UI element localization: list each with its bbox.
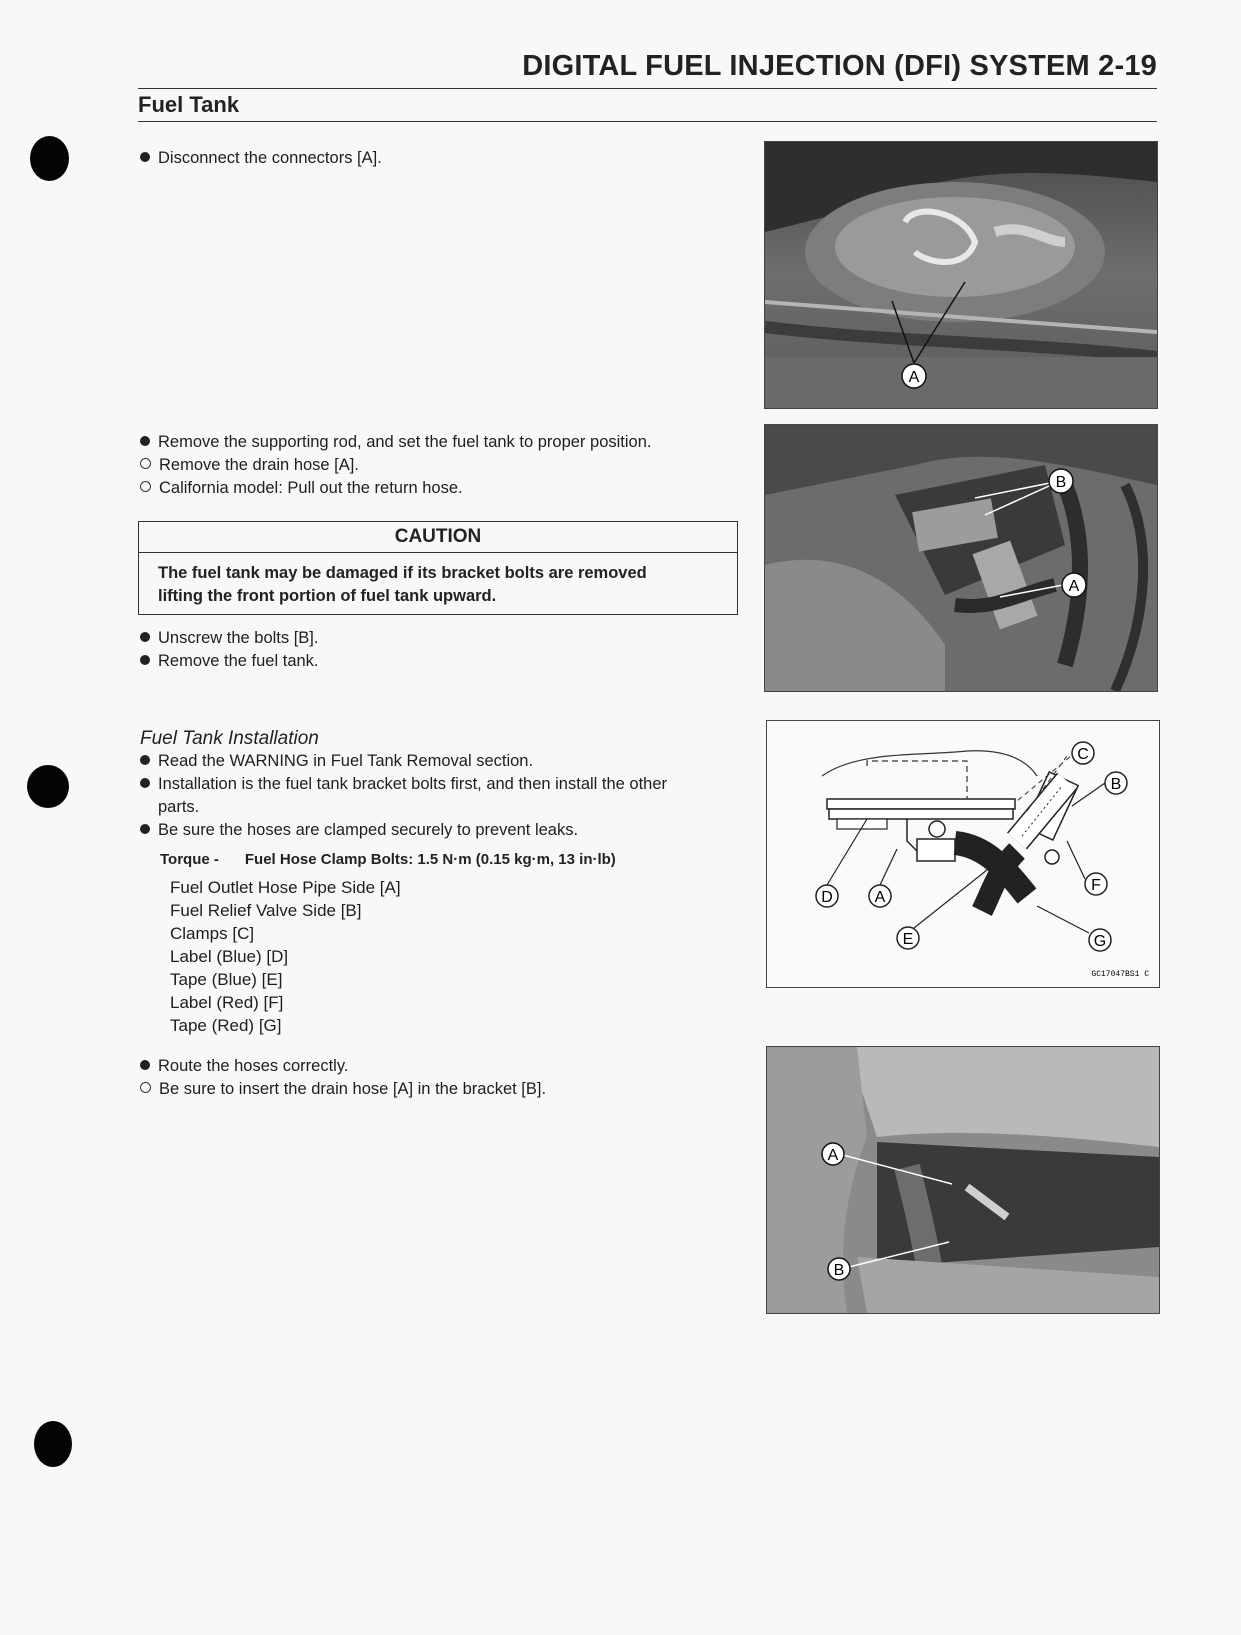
legend-item: Tape (Blue) [E] xyxy=(170,970,283,989)
callout-b-label: B xyxy=(833,1262,845,1279)
install-step-3 xyxy=(140,821,578,840)
bullet-icon xyxy=(140,436,150,446)
figure-drain-hose-photo xyxy=(766,1046,1160,1314)
callout-a-label: A xyxy=(827,1147,839,1164)
caution-box xyxy=(138,521,738,615)
step-text: Read the WARNING in Fuel Tank Removal section. xyxy=(158,752,534,770)
torque-spec xyxy=(160,851,616,868)
figure-hose-diagram xyxy=(766,720,1160,988)
removal-step-3 xyxy=(140,456,359,475)
bullet-icon xyxy=(140,778,150,788)
caution-text xyxy=(139,553,737,608)
caution-heading: CAUTION xyxy=(139,522,737,553)
removal-step-4 xyxy=(140,479,463,498)
header-rule xyxy=(138,88,1157,89)
step-text: Installation is the fuel tank bracket bolts first, and then install the other xyxy=(158,775,668,793)
step-text: California model: Pull out the return hose. xyxy=(159,479,463,497)
installation-title: Fuel Tank Installation xyxy=(140,728,319,749)
binder-hole-middle xyxy=(27,765,69,808)
legend-item: Label (Red) [F] xyxy=(170,993,284,1012)
bullet-icon xyxy=(140,655,150,665)
legend-item: Clamps [C] xyxy=(170,924,255,943)
callout-g-label: G xyxy=(1093,933,1107,950)
bracket-photo xyxy=(765,425,1157,691)
legend-item: Tape (Red) [G] xyxy=(170,1016,282,1035)
callout-a-label: A xyxy=(1068,578,1080,595)
install-step-4 xyxy=(140,1057,348,1076)
caution-line-1: The fuel tank may be damaged if its bracket bolts are removed xyxy=(158,564,647,582)
step-text: Route the hoses correctly. xyxy=(158,1057,349,1075)
sub-bullet-icon xyxy=(140,1082,151,1093)
parts-legend xyxy=(170,876,401,1037)
connectors-photo xyxy=(765,142,1157,408)
step-text: Unscrew the bolts [B]. xyxy=(158,629,319,647)
callout-e-label: E xyxy=(902,931,914,948)
bullet-icon xyxy=(140,824,150,834)
install-step-5 xyxy=(140,1080,546,1099)
torque-value: Fuel Hose Clamp Bolts: 1.5 N·m (0.15 kg·m, 13 in·lb) xyxy=(244,851,616,868)
legend-item: Fuel Relief Valve Side [B] xyxy=(170,901,362,920)
callout-f-label: F xyxy=(1091,877,1101,894)
callout-b-label: B xyxy=(1055,474,1067,491)
caution-line-2: lifting the front portion of fuel tank upward. xyxy=(158,587,497,605)
step-text: parts. xyxy=(158,798,200,816)
step-text: Remove the drain hose [A]. xyxy=(159,456,359,474)
figure-connectors-photo xyxy=(764,141,1158,409)
binder-hole-top xyxy=(30,136,69,181)
removal-step-5 xyxy=(140,629,318,648)
install-step-2 xyxy=(140,775,667,794)
hose-diagram xyxy=(767,721,1159,987)
legend-item: Fuel Outlet Hose Pipe Side [A] xyxy=(170,878,401,897)
step-text: Disconnect the connectors [A]. xyxy=(158,149,382,167)
callout-a-label: A xyxy=(908,369,920,386)
removal-step-6 xyxy=(140,652,319,671)
callout-d-label: D xyxy=(821,889,833,906)
callout-c-label: C xyxy=(1077,746,1089,763)
install-step-1 xyxy=(140,752,533,771)
step-text: Be sure to insert the drain hose [A] in the bracket [B]. xyxy=(159,1080,547,1098)
step-text: Remove the fuel tank. xyxy=(158,652,319,670)
page-header-title: DIGITAL FUEL INJECTION (DFI) SYSTEM 2-19 xyxy=(522,50,1157,82)
callout-b-label: B xyxy=(1110,776,1122,793)
removal-step-1 xyxy=(140,149,382,168)
callout-a-label: A xyxy=(874,889,886,906)
sub-bullet-icon xyxy=(140,458,151,469)
step-text: Remove the supporting rod, and set the fuel tank to proper position. xyxy=(158,433,652,451)
bullet-icon xyxy=(140,755,150,765)
section-rule xyxy=(138,121,1157,122)
bullet-icon xyxy=(140,1060,150,1070)
figure-bracket-photo xyxy=(764,424,1158,692)
bullet-icon xyxy=(140,152,150,162)
install-step-2-cont xyxy=(158,798,199,817)
figure-code: GC17047BS1 C xyxy=(1091,970,1149,979)
removal-step-2 xyxy=(140,433,651,452)
binder-hole-bottom xyxy=(34,1421,72,1467)
sub-bullet-icon xyxy=(140,481,151,492)
bullet-icon xyxy=(140,632,150,642)
step-text: Be sure the hoses are clamped securely to prevent leaks. xyxy=(158,821,579,839)
torque-label: Torque - xyxy=(160,851,219,868)
drain-hose-photo xyxy=(767,1047,1159,1313)
legend-item: Label (Blue) [D] xyxy=(170,947,289,966)
section-title: Fuel Tank xyxy=(138,92,240,117)
